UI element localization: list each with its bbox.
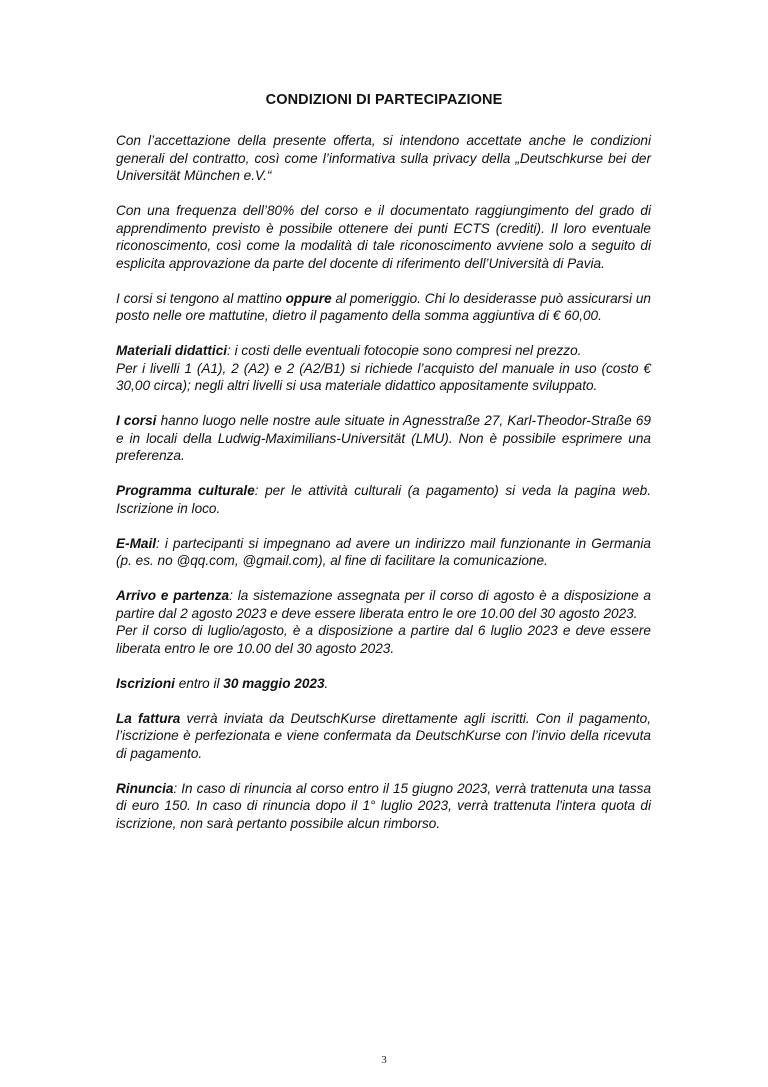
- paragraph-text: hanno luogo nelle nostre aule situate in Agnesstraße 27, Karl-Theodor-Straße 69 e in locali della Ludwig-Maximilians-Universität (LMU). Non è possibile esprimere una preferenza.: [116, 413, 651, 463]
- paragraph-text: : In caso di rinuncia al corso entro il 15 giugno 2023, verrà trattenuta una tassa di euro 150. In caso di rinuncia dopo il 1° luglio 2023, verrà trattenuta l'intera quota di iscrizione, non sarà pertanto possibile alcun rimborso.: [116, 780, 651, 831]
- paragraph-acceptance: [116, 132, 651, 185]
- paragraph-email: [116, 535, 651, 570]
- paragraph-locations: [116, 412, 651, 465]
- paragraph-text: verrà inviata da DeutschKurse direttamente agli iscritti. Con il pagamento, l’iscrizione è perfezionata e viene confermata da DeutschKurse con l’invio della ricevuta di pagamento.: [116, 710, 652, 761]
- paragraph-ects: [116, 202, 651, 272]
- paragraph-text: I corsi si tengono al mattino: [116, 290, 286, 306]
- paragraph-text: al pomeriggio. Chi lo desiderasse può assicurarsi un posto nelle ore mattutine, dietro il pagamento della somma aggiuntiva di € 60,00.: [116, 290, 651, 323]
- paragraph-text: Con l’accettazione della presente offerta, si intendono accettate anche le condizioni generali del contratto, così come l’informativa sulla privacy della „Deutschkurse bei der Universität München e.V.“: [116, 133, 651, 183]
- paragraph-lead: E-Mail: [116, 535, 157, 551]
- paragraph-text: Per i livelli 1 (A1), 2 (A2) e 2 (A2/B1) si richiede l’acquisto del manuale in uso (costo € 30,00 circa); negli altri livelli si usa materiale didattico appositamente sviluppato.: [116, 360, 651, 393]
- paragraph-registration: [116, 675, 651, 693]
- paragraph-lead: La fattura: [116, 710, 181, 726]
- page-number: 3: [381, 1054, 387, 1066]
- paragraph-lead: Programma culturale: [116, 483, 255, 498]
- paragraph-lead: I corsi: [116, 413, 157, 428]
- paragraph-lead: Iscrizioni: [116, 675, 175, 691]
- paragraph-text: : per le attività culturali (a pagamento) si veda la pagina web. Iscrizione in loco.: [116, 483, 651, 516]
- paragraph-text: : i partecipanti si impegnano ad avere un indirizzo mail funzionante in Germania (p. es. no @qq.com, @gmail.com), al fine di facilitare la comunicazione.: [116, 535, 651, 568]
- paragraph-bold: oppure: [285, 290, 332, 306]
- paragraph-arrival-departure: [116, 587, 651, 657]
- page-title: CONDIZIONI DI PARTECIPAZIONE: [265, 92, 503, 108]
- paragraph-cancellation: [116, 780, 651, 833]
- paragraph-materials: [116, 342, 651, 395]
- paragraph-schedule: [116, 290, 651, 325]
- paragraph-text: Con una frequenza dell’80% del corso e il documentato raggiungimento del grado di apprendimento previsto è possibile ottenere dei punti ECTS (crediti). Il loro eventuale riconoscimento, così come la modalità di tale riconoscimento avviene solo a seguito di esplicita approvazione da parte del docente di riferimento dell’Università di Pavia.: [116, 203, 651, 271]
- paragraph-lead: Materiali didattici: [116, 343, 228, 358]
- document-body: [116, 132, 651, 850]
- paragraph-text: .: [324, 675, 329, 691]
- paragraph-text: : la sistemazione assegnata per il corso di agosto è a disposizione a partire dal 2 agosto 2023 e deve essere liberata entro le ore 10.00 del 30 agosto 2023.: [116, 588, 651, 621]
- paragraph-lead: Rinuncia: [116, 780, 174, 796]
- paragraph-invoice: [116, 710, 651, 763]
- paragraph-text: entro il: [174, 675, 224, 691]
- paragraph-text: Per il corso di luglio/agosto, è a disposizione a partire dal 6 luglio 2023 e deve essere liberata entro le ore 10.00 del 30 agosto 2023.: [116, 623, 651, 656]
- paragraph-lead: Arrivo e partenza: [116, 588, 230, 603]
- paragraph-text: : i costi delle eventuali fotocopie sono compresi nel prezzo.: [227, 343, 582, 358]
- paragraph-bold: 30 maggio 2023: [223, 675, 325, 691]
- paragraph-cultural-program: [116, 482, 651, 517]
